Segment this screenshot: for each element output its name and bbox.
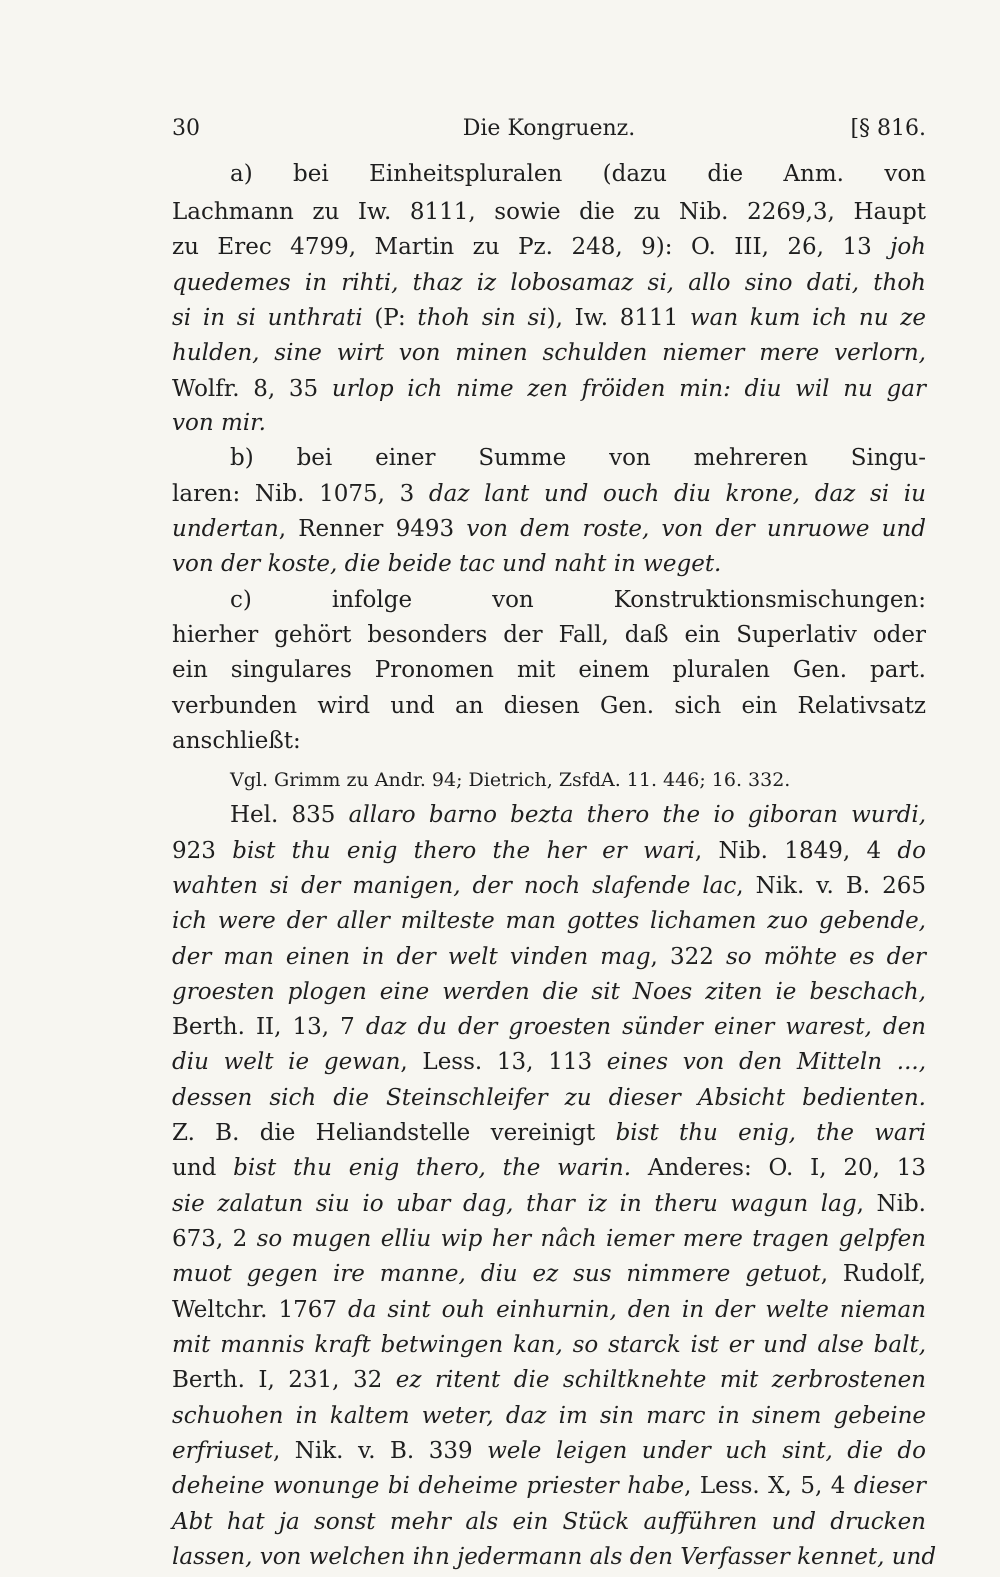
italic-quotation: ich were der aller milteste man gottes lichamen zuo gebende, [172, 908, 926, 934]
italic-quotation: wan kum ich nu ze [689, 305, 926, 331]
italic-quotation: undertan [172, 516, 279, 542]
italic-quotation: bist thu enig thero, the warin. [233, 1155, 632, 1181]
text-line [172, 1396, 926, 1436]
text-segment: Anderes: O. I, 20, 13 [631, 1155, 926, 1181]
text-segment: a) bei Einheitspluralen (dazu die Anm. von [230, 161, 926, 187]
text-segment: laren: Nib. 1075, 3 [172, 481, 429, 507]
text-segment: , Nib. [856, 1191, 926, 1217]
italic-quotation: muot gegen ire manne, diu ez sus nimmere getuot [172, 1261, 821, 1287]
text-segment: verbunden wird und an diesen Gen. sich ein Relativsatz [172, 693, 926, 719]
text-line [172, 937, 926, 977]
text-line [172, 615, 926, 655]
text-segment: hierher gehört besonders der Fall, daß ein Superlativ oder [172, 622, 926, 648]
text-line [172, 298, 926, 338]
text-segment: Z. B. die Heliandstelle vereinigt [172, 1120, 616, 1146]
italic-quotation: von mir. [172, 410, 266, 436]
italic-quotation: schuohen in kaltem weter, daz im sin marc in sinem gebeine [172, 1403, 926, 1429]
text-line [172, 650, 926, 690]
italic-quotation: eines von den Mitteln ..., [606, 1049, 926, 1075]
text-line [172, 192, 926, 232]
text-line [172, 686, 926, 726]
text-line [172, 901, 926, 941]
text-line [230, 438, 926, 478]
text-segment: Hel. 835 [230, 802, 349, 828]
text-line [172, 1537, 937, 1577]
text-line [172, 403, 926, 443]
text-line [172, 1148, 926, 1188]
text-line [172, 831, 926, 871]
text-line [172, 721, 926, 761]
italic-quotation: bist thu enig, the wari [615, 1120, 926, 1146]
text-segment: , Nib. 1849, 4 [694, 838, 898, 864]
text-line [172, 1078, 926, 1118]
text-segment: (P: [362, 305, 418, 331]
text-segment: ein singulares Pronomen mit einem pluralen Gen. part. [172, 657, 926, 683]
text-segment: Berth. I, 231, 32 [172, 1367, 396, 1393]
italic-quotation: erfriuset [172, 1438, 273, 1464]
italic-quotation: dessen sich die Steinschleifer zu dieser Absicht bedienten. [172, 1085, 926, 1111]
text-line [172, 1431, 926, 1471]
text-segment: zu Erec 4799, Martin zu Pz. 248, 9): O. III, 26, 13 [172, 234, 891, 260]
text-line [172, 1502, 926, 1542]
text-segment: , 322 [650, 944, 726, 970]
text-line [172, 1254, 926, 1294]
text-line [172, 509, 926, 549]
italic-quotation: bist thu enig thero the her er wari [232, 838, 695, 864]
text-line [172, 1290, 926, 1330]
italic-quotation: diu welt ie gewan [172, 1049, 401, 1075]
text-segment: Berth. II, 13, 7 [172, 1014, 366, 1040]
text-line [172, 1219, 926, 1259]
italic-quotation: Abt hat ja sonst mehr als ein Stück aufführen und drucken [172, 1509, 926, 1535]
text-segment: c) infolge von Konstruktionsmischungen: [230, 587, 926, 613]
text-line [230, 154, 926, 194]
italic-quotation: hulden, sine wirt von minen schulden niemer mere verlorn, [172, 340, 926, 366]
text-segment: Lachmann zu Iw. 8111, sowie die zu Nib. 2269,3, Haupt [172, 199, 926, 225]
text-segment: Wolfr. 8, 35 [172, 376, 332, 402]
text-line [172, 1007, 926, 1047]
text-line [172, 333, 926, 373]
text-segment: , Nik. v. B. 339 [272, 1438, 488, 1464]
text-segment: , Nik. v. B. 265 [736, 873, 926, 899]
text-segment: anschließt: [172, 728, 301, 754]
text-line [172, 972, 926, 1012]
text-segment: , Renner 9493 [278, 516, 467, 542]
text-segment: b) bei einer Summe von mehreren Singu- [230, 445, 926, 471]
italic-quotation: joh [890, 234, 926, 260]
text-line [172, 1184, 926, 1224]
italic-quotation: quedemes in rihti, thaz iz lobosamaz si, allo sino dati, thoh [172, 270, 926, 296]
italic-quotation: ez ritent die schiltknehte mit zerbrostenen [395, 1367, 926, 1393]
text-line [172, 866, 926, 906]
text-line [172, 1360, 926, 1400]
text-line [230, 580, 926, 620]
italic-quotation: der man einen in der welt vinden mag [172, 944, 651, 970]
italic-quotation: so möhte es der [725, 944, 926, 970]
italic-quotation: urlop ich nime zen fröiden min: diu wil nu gar [331, 376, 926, 402]
italic-quotation: wahten si der manigen, der noch slafende lac [172, 873, 737, 899]
italic-quotation: da sint ouh einhurnin, den in der welte nieman [347, 1297, 926, 1323]
text-segment: Weltchr. 1767 [172, 1297, 348, 1323]
text-segment: , Less. X, 5, 4 [684, 1473, 854, 1499]
text-segment: 923 [172, 838, 233, 864]
footnote-line [230, 760, 926, 800]
italic-quotation: si in si unthrati [172, 305, 363, 331]
italic-quotation: groesten plogen eine werden die sit Noes ziten ie beschach, [172, 979, 926, 1005]
text-line [172, 474, 926, 514]
italic-quotation: von dem roste, von der unruowe und [466, 516, 926, 542]
text-line [172, 263, 926, 303]
text-line [172, 1466, 926, 1506]
italic-quotation: thoh sin si [417, 305, 547, 331]
text-line [230, 795, 926, 835]
text-segment: ), Iw. 8111 [546, 305, 690, 331]
text-line [172, 1113, 926, 1153]
running-title: Die Kongruenz. [462, 116, 636, 141]
text-line [172, 1325, 926, 1365]
text-segment: 673, 2 [172, 1226, 257, 1252]
italic-quotation: mit mannis kraft betwingen kan, so starck ist er und alse balt, [172, 1332, 926, 1358]
text-segment: Vgl. Grimm zu Andr. 94; Dietrich, ZsfdA. 11. 446; 16. 332. [230, 769, 791, 791]
italic-quotation: so mugen elliu wip her nâch iemer mere tragen gelpfen [256, 1226, 926, 1252]
italic-quotation: daz lant und ouch diu krone, daz si iu [428, 481, 926, 507]
italic-quotation: deheine wonunge bi deheime priester habe [172, 1473, 685, 1499]
section-number: [§ 816. [850, 116, 926, 141]
italic-quotation: do [897, 838, 926, 864]
italic-quotation: dieser [853, 1473, 927, 1499]
italic-quotation: von der koste, die beide tac und naht in weget. [172, 551, 722, 577]
text-segment: , Rudolf, [820, 1261, 926, 1287]
italic-quotation: daz du der groesten sünder einer warest, den [365, 1014, 926, 1040]
text-line [172, 1042, 926, 1082]
text-line [172, 544, 926, 584]
italic-quotation: sie zalatun siu io ubar dag, thar iz in theru wagun lag [172, 1191, 857, 1217]
italic-quotation: wele leigen under uch sint, die do [487, 1438, 926, 1464]
italic-quotation: allaro barno bezta thero the io giboran wurdi, [348, 802, 927, 828]
text-segment: und [172, 1155, 234, 1181]
text-line [172, 227, 926, 267]
italic-quotation: lassen, von welchen ihn jedermann als den Verfasser kennet, und [172, 1544, 937, 1570]
text-segment: , Less. 13, 113 [400, 1049, 607, 1075]
page-number: 30 [172, 116, 200, 141]
running-header [172, 112, 926, 146]
